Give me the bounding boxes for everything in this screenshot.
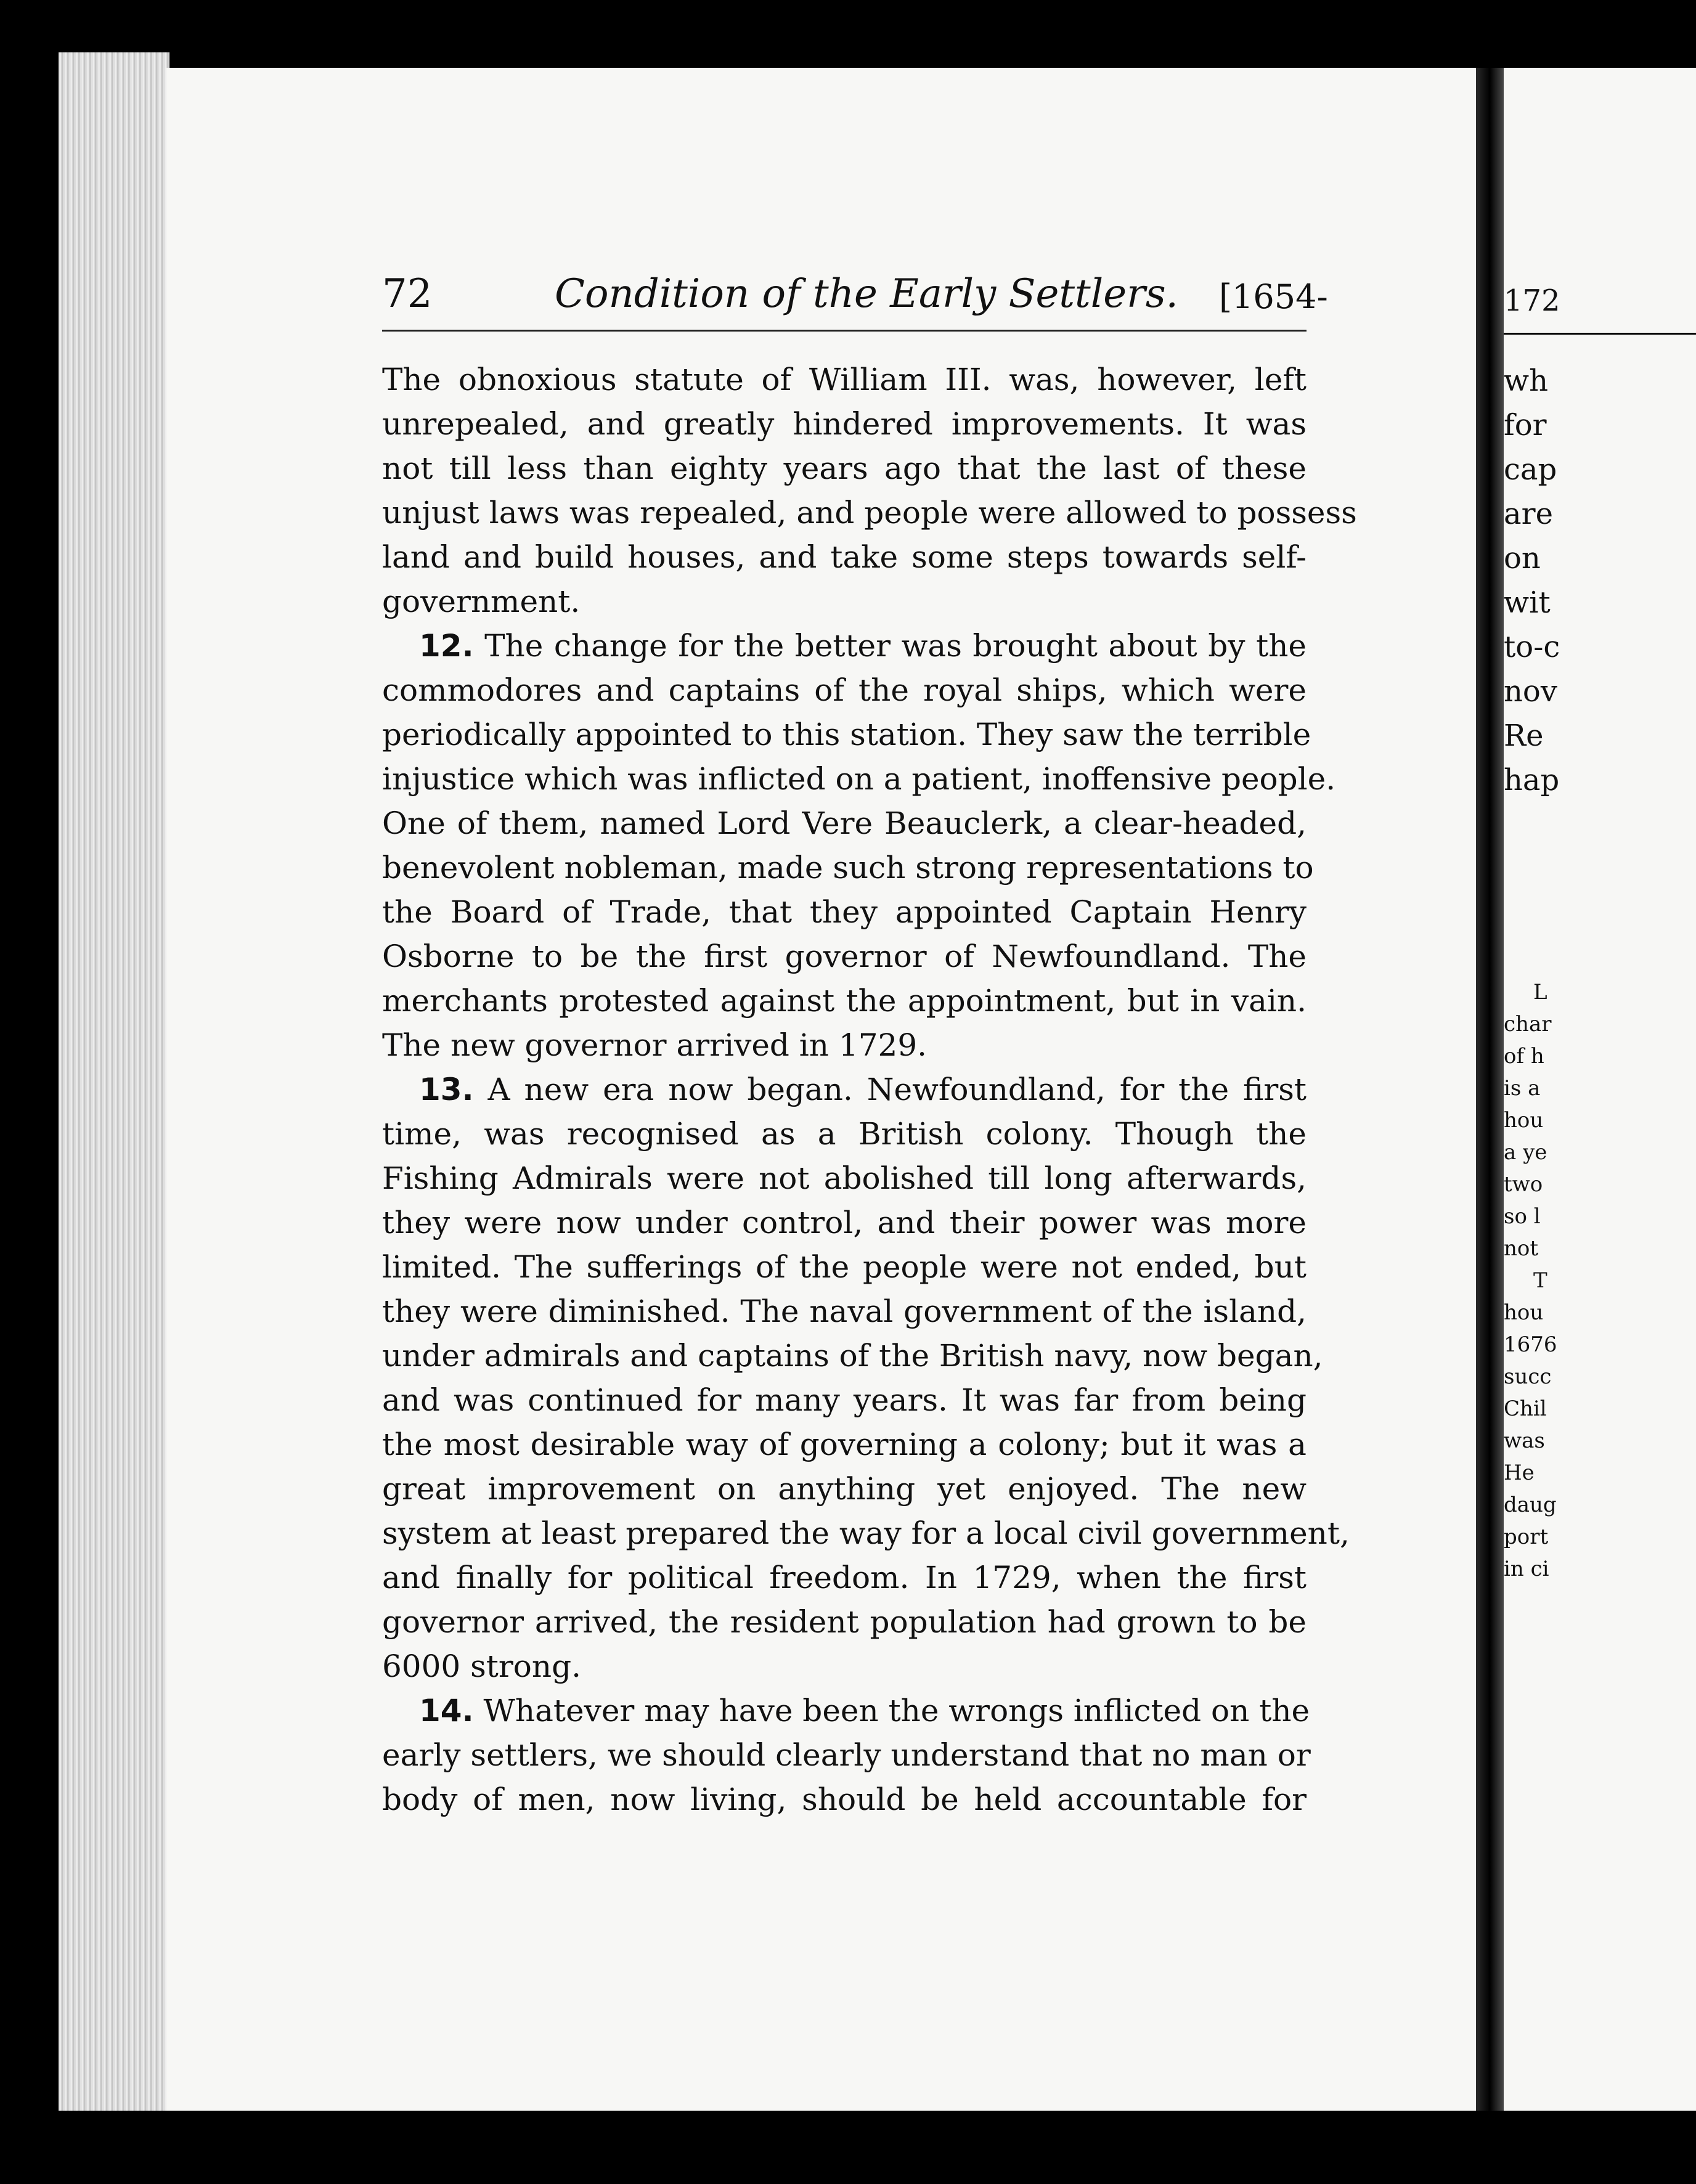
right-page-footnote-line: Chil (1504, 1396, 1547, 1421)
right-page-line: are (1504, 497, 1553, 531)
running-title: Condition of the Early Settlers. (555, 271, 1178, 317)
line-text: they were diminished. The naval government of the island, (382, 1294, 1307, 1329)
line-text: Whatever may have been the wrongs inflicted on the (483, 1693, 1310, 1729)
line-text: land and build houses, and take some steps towards self- (382, 539, 1307, 575)
right-page-line: to-c (1504, 630, 1560, 664)
line-text: The obnoxious statute of William III. was, however, left (382, 362, 1307, 397)
right-page-line: Re (1504, 719, 1544, 753)
line-text: A new era now began. Newfoundland, for the first (487, 1072, 1307, 1107)
text-line (382, 1733, 1311, 1777)
text-line (382, 845, 1314, 890)
line-text: limited. The sufferings of the people were not ended, but (382, 1249, 1307, 1285)
line-text: body of men, now living, should be held accountable for (382, 1782, 1307, 1817)
text-line (382, 1245, 1307, 1289)
line-text: Osborne to be the first governor of Newfoundland. The (382, 939, 1307, 974)
line-text: commodores and captains of the royal ships, which were (382, 672, 1307, 708)
text-line (382, 934, 1307, 979)
right-page-footnote-line: hou (1504, 1300, 1544, 1325)
body-text (382, 357, 1357, 1822)
page-header (382, 271, 1328, 320)
text-line (382, 801, 1307, 845)
text-line (382, 1689, 1310, 1733)
right-page-footnote-line: char (1504, 1012, 1552, 1037)
right-page-footnote-line: 1676 (1504, 1332, 1557, 1357)
text-line (382, 535, 1307, 579)
right-page-footnote-line: of h (1504, 1044, 1544, 1069)
line-text: and was continued for many years. It was far from being (382, 1382, 1307, 1418)
text-line (382, 1467, 1307, 1511)
right-page-footnote-line: in ci (1504, 1557, 1549, 1581)
line-text: time, was recognised as a British colony. Though the (382, 1116, 1307, 1152)
line-text: and finally for political freedom. In 1729, when the first (382, 1560, 1307, 1595)
page-number: 72 (382, 271, 433, 317)
text-line (382, 712, 1311, 757)
text-line (382, 446, 1307, 491)
line-text: injustice which was inflicted on a patient, inoffensive people. (382, 761, 1336, 797)
right-page-footnote-line: He (1504, 1461, 1535, 1485)
paragraph-number: 14. (419, 1693, 474, 1729)
right-page-footnote-line: not (1504, 1236, 1539, 1261)
right-page (1504, 68, 1696, 2111)
right-page-line: wh (1504, 364, 1548, 398)
text-line (382, 1156, 1307, 1200)
text-line (382, 979, 1307, 1023)
line-text: One of them, named Lord Vere Beauclerk, a clear-headed, (382, 805, 1307, 841)
right-page-footnote-line: daug (1504, 1493, 1557, 1517)
text-line (382, 1422, 1307, 1467)
line-text: The change for the better was brought about by the (484, 628, 1307, 664)
text-line (382, 1555, 1307, 1600)
text-line (382, 668, 1307, 712)
right-page-footnote-line: so l (1504, 1204, 1541, 1229)
header-rule (382, 330, 1307, 332)
line-text: governor arrived, the resident population had grown to be (382, 1604, 1307, 1640)
right-page-footnote-line: port (1504, 1525, 1549, 1549)
book-gutter (1476, 68, 1504, 2111)
paragraph-number: 12. (419, 628, 474, 664)
text-line (382, 1644, 1307, 1689)
text-line (382, 1777, 1307, 1822)
text-line (382, 1023, 1307, 1067)
right-page-footnote-line: two (1504, 1172, 1543, 1197)
right-page-footnote-line: succ (1504, 1364, 1552, 1389)
line-text: great improvement on anything yet enjoyed. The new (382, 1471, 1307, 1507)
right-page-footnote-line: a ye (1504, 1140, 1547, 1165)
line-text: Fishing Admirals were not abolished till long afterwards, (382, 1160, 1307, 1196)
text-line (382, 1600, 1307, 1644)
right-page-line: for (1504, 408, 1547, 442)
right-page-line: cap (1504, 452, 1557, 487)
line-text: benevolent nobleman, made such strong representations to (382, 850, 1314, 886)
text-line (382, 757, 1336, 801)
right-page-line: nov (1504, 674, 1557, 709)
text-line (382, 357, 1307, 402)
line-text: system at least prepared the way for a local civil government, (382, 1515, 1350, 1551)
line-text: the Board of Trade, that they appointed Captain Henry (382, 894, 1307, 930)
scan-mark-left-bottom (0, 1812, 5, 1898)
line-text: unjust laws was repealed, and people were allowed to possess (382, 495, 1357, 531)
line-text: the most desirable way of governing a colony; but it was a (382, 1427, 1307, 1462)
line-text: they were now under control, and their power was more (382, 1205, 1307, 1241)
line-text: early settlers, we should clearly understand that no man or (382, 1737, 1311, 1773)
text-line (382, 402, 1307, 446)
text-line (382, 1067, 1307, 1112)
right-page-line: on (1504, 541, 1541, 576)
text-line (382, 1112, 1307, 1156)
text-line (382, 1200, 1307, 1245)
text-line (382, 1511, 1350, 1555)
right-page-footnote-line: T (1533, 1268, 1547, 1293)
line-text: The new governor arrived in 1729. (382, 1027, 928, 1063)
right-page-header: 172 (1504, 283, 1560, 318)
right-page-footnote-line: hou (1504, 1108, 1544, 1133)
right-page-footnote-line: was (1504, 1428, 1545, 1453)
text-line (382, 624, 1307, 668)
text-line (382, 1289, 1307, 1334)
text-line (382, 890, 1307, 934)
line-text: under admirals and captains of the British navy, now began, (382, 1338, 1323, 1374)
line-text: not till less than eighty years ago that the last of these (382, 450, 1307, 486)
line-text: periodically appointed to this station. They saw the terrible (382, 717, 1311, 752)
line-text: government. (382, 584, 581, 619)
text-line (382, 491, 1357, 535)
right-page-rule (1504, 333, 1696, 335)
line-text: unrepealed, and greatly hindered improvements. It was (382, 406, 1307, 442)
line-text: 6000 strong. (382, 1648, 581, 1684)
right-page-line: wit (1504, 585, 1551, 620)
date-mark: [1654- (1219, 277, 1328, 316)
scan-mark-left-top (18, 580, 35, 616)
line-text: merchants protested against the appointment, but in vain. (382, 983, 1307, 1019)
text-line (382, 1334, 1323, 1378)
right-page-footnote-line: L (1533, 980, 1547, 1004)
paragraph-number: 13. (419, 1072, 474, 1107)
right-page-line: hap (1504, 763, 1560, 797)
page-edges (59, 52, 169, 2111)
text-line (382, 579, 1307, 624)
right-page-footnote-line: is a (1504, 1076, 1541, 1101)
text-line (382, 1378, 1307, 1422)
